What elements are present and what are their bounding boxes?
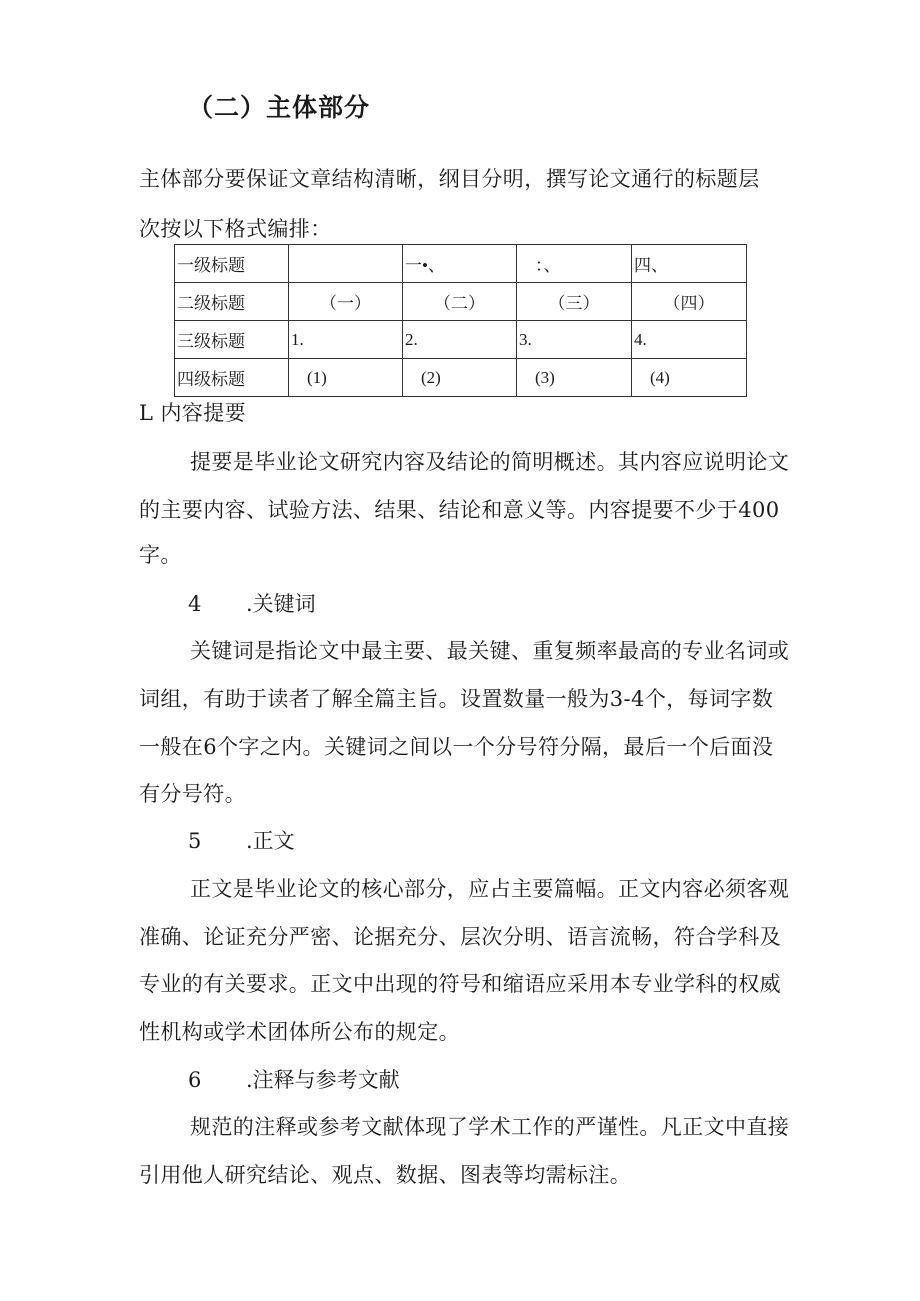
paragraph-line: 引用他人研究结论、观点、数据、图表等均需标注。 <box>139 1163 632 1187</box>
table-cell: （二） <box>403 283 517 321</box>
paragraph-line: 有分号符。 <box>139 782 246 806</box>
table-cell <box>289 245 403 283</box>
table-cell: (2) <box>403 359 517 397</box>
table-cell: （四） <box>632 283 747 321</box>
table-cell: (3) <box>517 359 632 397</box>
row-label: 一级标题 <box>175 245 289 283</box>
table-cell: （一） <box>289 283 403 321</box>
row-label: 四级标题 <box>175 359 289 397</box>
section-title: 内容提要 <box>160 401 247 425</box>
table-cell: 1. <box>289 321 403 359</box>
table-cell: 四、 <box>632 245 747 283</box>
paragraph-line: 提要是毕业论文研究内容及结论的简明概述。其内容应说明论文 <box>190 450 790 474</box>
paragraph-line: 词组，有助于读者了解全篇主旨。设置数量一般为3-4个，每词字数 <box>139 687 774 711</box>
table-cell: (4) <box>632 359 747 397</box>
section-title-summary <box>139 398 789 428</box>
section-number: 5 <box>188 829 202 853</box>
section-title: .关键词 <box>246 592 316 616</box>
table-cell: 4. <box>632 321 747 359</box>
row-label: 二级标题 <box>175 283 289 321</box>
paragraph-line: 的主要内容、试验方法、结果、结论和意义等。内容提要不少于400 <box>139 498 780 522</box>
section-number: 4 <box>188 592 202 616</box>
paragraph-line: 性机构或学术团体所公布的规定。 <box>139 1020 460 1044</box>
section-number: L <box>139 401 154 425</box>
paragraph-line: 准确、论证充分严密、论据充分、层次分明、语言流畅，符合学科及 <box>139 925 781 949</box>
paragraph-line: 专业的有关要求。正文中出现的符号和缩语应采用本专业学科的权威 <box>139 972 781 996</box>
section-title-references <box>188 1065 400 1095</box>
row-label: 三级标题 <box>175 321 289 359</box>
section-heading: （二）主体部分 <box>188 93 371 122</box>
paragraph-line: 字。 <box>139 543 182 567</box>
paragraph-line: 规范的注释或参考文献体现了学术工作的严谨性。凡正文中直接 <box>190 1115 790 1139</box>
heading-levels-table <box>174 244 747 397</box>
paragraph-line: 一般在6个字之内。关键词之间以一个分号符分隔，最后一个后面没 <box>139 735 774 759</box>
table-cell: ：、 <box>517 245 632 283</box>
table-row <box>175 283 747 321</box>
table-row <box>175 321 747 359</box>
table-cell: 3. <box>517 321 632 359</box>
paragraph-line: 正文是毕业论文的核心部分，应占主要篇幅。正文内容必须客观 <box>190 877 790 901</box>
table-row <box>175 245 747 283</box>
section-title-keywords <box>188 589 316 619</box>
intro-line-2: 次按以下格式编排： <box>139 217 332 241</box>
section-title: .注释与参考文献 <box>246 1068 400 1092</box>
section-title: .正文 <box>246 829 295 853</box>
paragraph-line: 关键词是指论文中最主要、最关键、重复频率最高的专业名词或 <box>190 639 790 663</box>
section-number: 6 <box>188 1068 202 1092</box>
table-row <box>175 359 747 397</box>
section-title-body <box>188 826 295 856</box>
table-cell: 一•、 <box>403 245 517 283</box>
table-cell: (1) <box>289 359 403 397</box>
intro-line-1: 主体部分要保证文章结构清晰，纲目分明，撰写论文通行的标题层 <box>139 167 760 191</box>
table-cell: （三） <box>517 283 632 321</box>
table-cell: 2. <box>403 321 517 359</box>
